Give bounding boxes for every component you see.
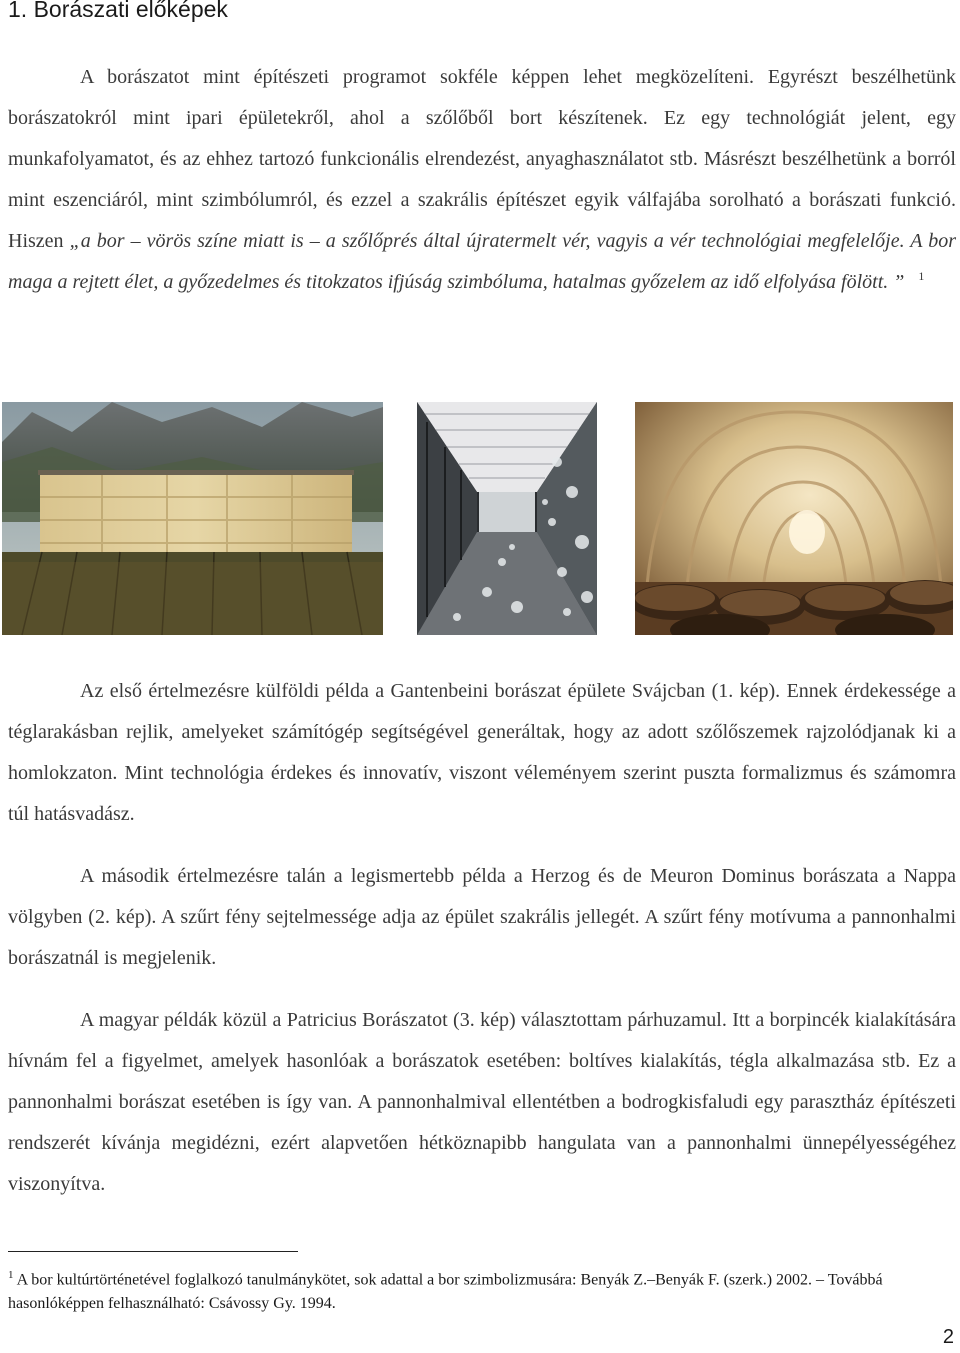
footnote-text: A bor kultúrtörténetével foglalkozó tanulmánykötet, sok adattal a bor szimbolizmusára: Benyák Z.–Benyák F. (szerk.) 2002. – Továbbá hasonlóképpen felhasználható: Csávossy Gy. 1994. bbox=[8, 1271, 883, 1313]
footnote bbox=[8, 1263, 956, 1316]
paragraph-gantenbein: Az első értelmezésre külföldi példa a Gantenbeini borászat épülete Svájcban (1. kép). Ennek érdekessége a téglarakásban rejlik, amelyeket számítógép segítségével generáltak, hogy az adott szőlőszemek rajzolódjanak ki a homlokzaton. Mint technológia érdekes és innovatív, viszont véleményem szerint puszta formalizmus és számomra túl hatásvadász. bbox=[8, 680, 956, 825]
footnote-divider bbox=[8, 1251, 298, 1252]
footnote-mark: 1 bbox=[8, 1269, 14, 1281]
intro-text: A borászatot mint építészeti programot sokféle képpen lehet megközelíteni. Egyrészt beszélhetünk borászatokról mint ipari épületekről, ahol a szőlőből bort készítenek. Ez egy technológiát jelent, egy munkafolyamatot, és az ehhez tartozó funkcionális elrendezést, anyaghasználatot stb. Másrészt beszélhetünk a borról mint eszenciáról, mint szimbólumról, és ezzel a szakrális építészet egyik válfajába sorolható a borászati funkció. Hiszen bbox=[8, 66, 956, 252]
intro-quote: „a bor – vörös színe miatt is – a szőlőprés által újratermelt vér, vagyis a vér technológiai megfelelője. A bor maga a rejtett élet, a győzedelmes és titokzatos ifjúság szimbóluma, hatalmas győzelem az idő elfolyása fölött. ” bbox=[8, 230, 956, 293]
photo-dominus-corridor bbox=[417, 402, 597, 635]
page-number: 2 bbox=[942, 1326, 954, 1348]
paragraph-patricius: A magyar példák közül a Patricius Borászatot (3. kép) választottam párhuzamul. Itt a borpincék kialakítására hívnám fel a figyelmet, amelyek hasonlóak a borászatok esetében: boltíves kialakítás, tégla alkalmazása stb. Ez a pannonhalmi borászat esetében is így van. A pannonhalmival ellentétben a bodrogkisfaludi egy parasztház építészeti rendszerét kívánja megidézni, ezért alapvetően hétköznapibb hangulata van a pannonhalmi ünnepélyességéhez viszonyítva. bbox=[8, 1009, 956, 1195]
photo-patricius-cellar bbox=[635, 402, 953, 635]
footnote-reference[interactable]: 1 bbox=[918, 269, 925, 284]
paragraph-dominus: A második értelmezésre talán a legismertebb példa a Herzog és de Meuron Dominus borászata a Nappa völgyben (2. kép). A szűrt fény sejtelmessége adja az épület szakrális jellegét. A szűrt fény motívuma a pannonhalmi borászatnál is megjelenik. bbox=[8, 865, 956, 969]
section-heading: 1. Borászati előképek bbox=[8, 0, 228, 22]
intro-paragraph bbox=[8, 57, 956, 303]
photo-gantenbein-winery bbox=[2, 402, 383, 635]
